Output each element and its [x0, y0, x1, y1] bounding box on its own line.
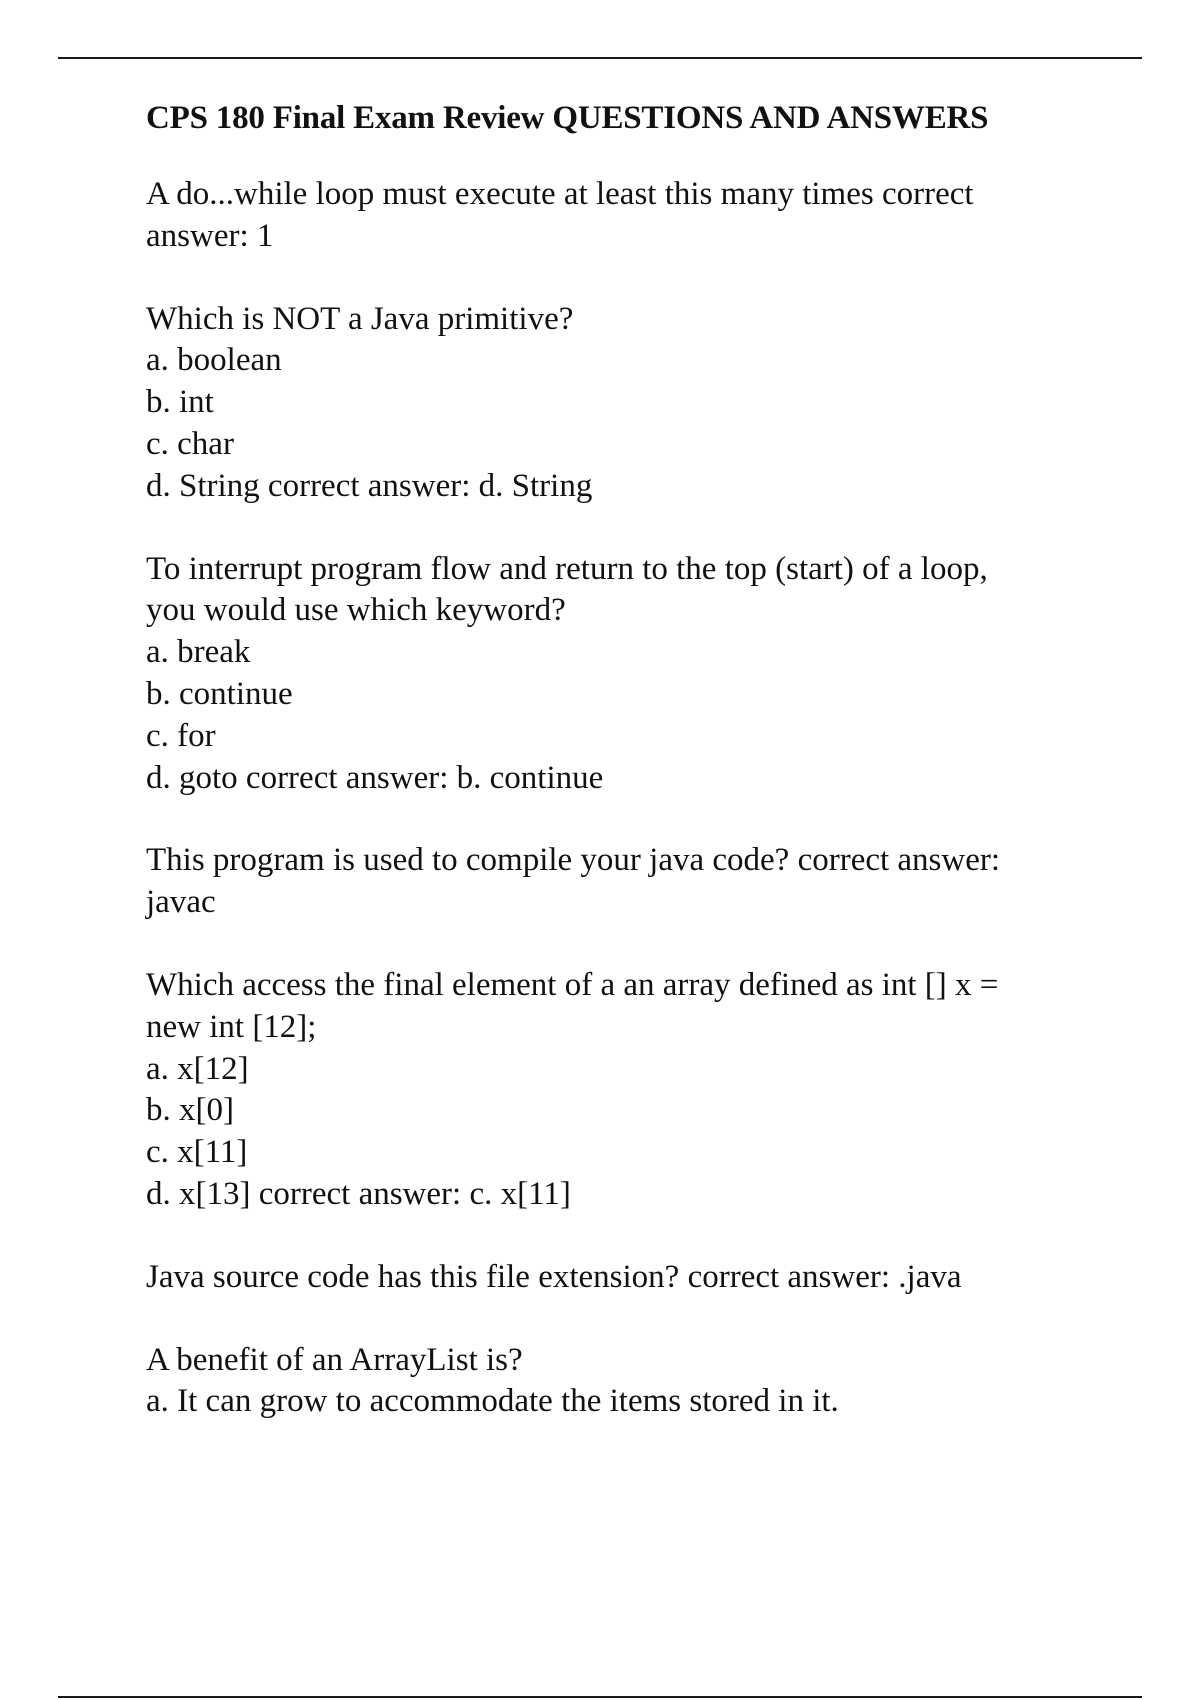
qa-line: a. It can grow to accommodate the items stored in it. — [146, 1383, 839, 1420]
footer-rule — [58, 1696, 1142, 1698]
qa-line: A benefit of an ArrayList is? — [146, 1341, 523, 1378]
qa-line: new int [12]; — [146, 1008, 317, 1045]
qa-line: This program is used to compile your java code? correct answer: — [146, 842, 1001, 879]
qa-line: b. x[0] — [146, 1092, 234, 1129]
qa-line: Java source code has this file extension? correct answer: .java — [146, 1258, 962, 1295]
qa-line: a. x[12] — [146, 1050, 249, 1087]
qa-line: To interrupt program flow and return to the top (start) of a loop, — [146, 550, 988, 587]
qa-line: Which is NOT a Java primitive? — [146, 300, 574, 337]
header-rule — [58, 57, 1142, 59]
document-title: CPS 180 Final Exam Review QUESTIONS AND ANSWERS — [146, 100, 989, 136]
qa-item — [146, 299, 1106, 508]
qa-line: a. boolean — [146, 342, 282, 379]
qa-line: c. for — [146, 717, 216, 754]
qa-item — [146, 965, 1106, 1216]
qa-line: Which access the final element of a an array defined as int [] x = — [146, 966, 999, 1003]
qa-line: a. break — [146, 634, 251, 671]
qa-line: you would use which keyword? — [146, 592, 566, 629]
qa-line: A do...while loop must execute at least this many times correct — [146, 176, 974, 212]
qa-item — [146, 549, 1106, 800]
qa-line: d. x[13] correct answer: c. x[11] — [146, 1175, 571, 1212]
qa-line: b. continue — [146, 675, 293, 712]
qa-line: answer: 1 — [146, 217, 274, 254]
page-content — [146, 96, 1106, 1464]
qa-line: c. char — [146, 425, 234, 462]
qa-line: b. int — [146, 384, 214, 421]
qa-item — [146, 840, 1106, 924]
qa-line: d. String correct answer: d. String — [146, 467, 593, 504]
qa-line: javac — [146, 884, 216, 921]
qa-line: c. x[11] — [146, 1134, 248, 1171]
qa-item — [146, 1340, 1106, 1424]
qa-item — [146, 1257, 1106, 1299]
qa-line: d. goto correct answer: b. continue — [146, 759, 604, 796]
qa-item — [146, 174, 1106, 258]
